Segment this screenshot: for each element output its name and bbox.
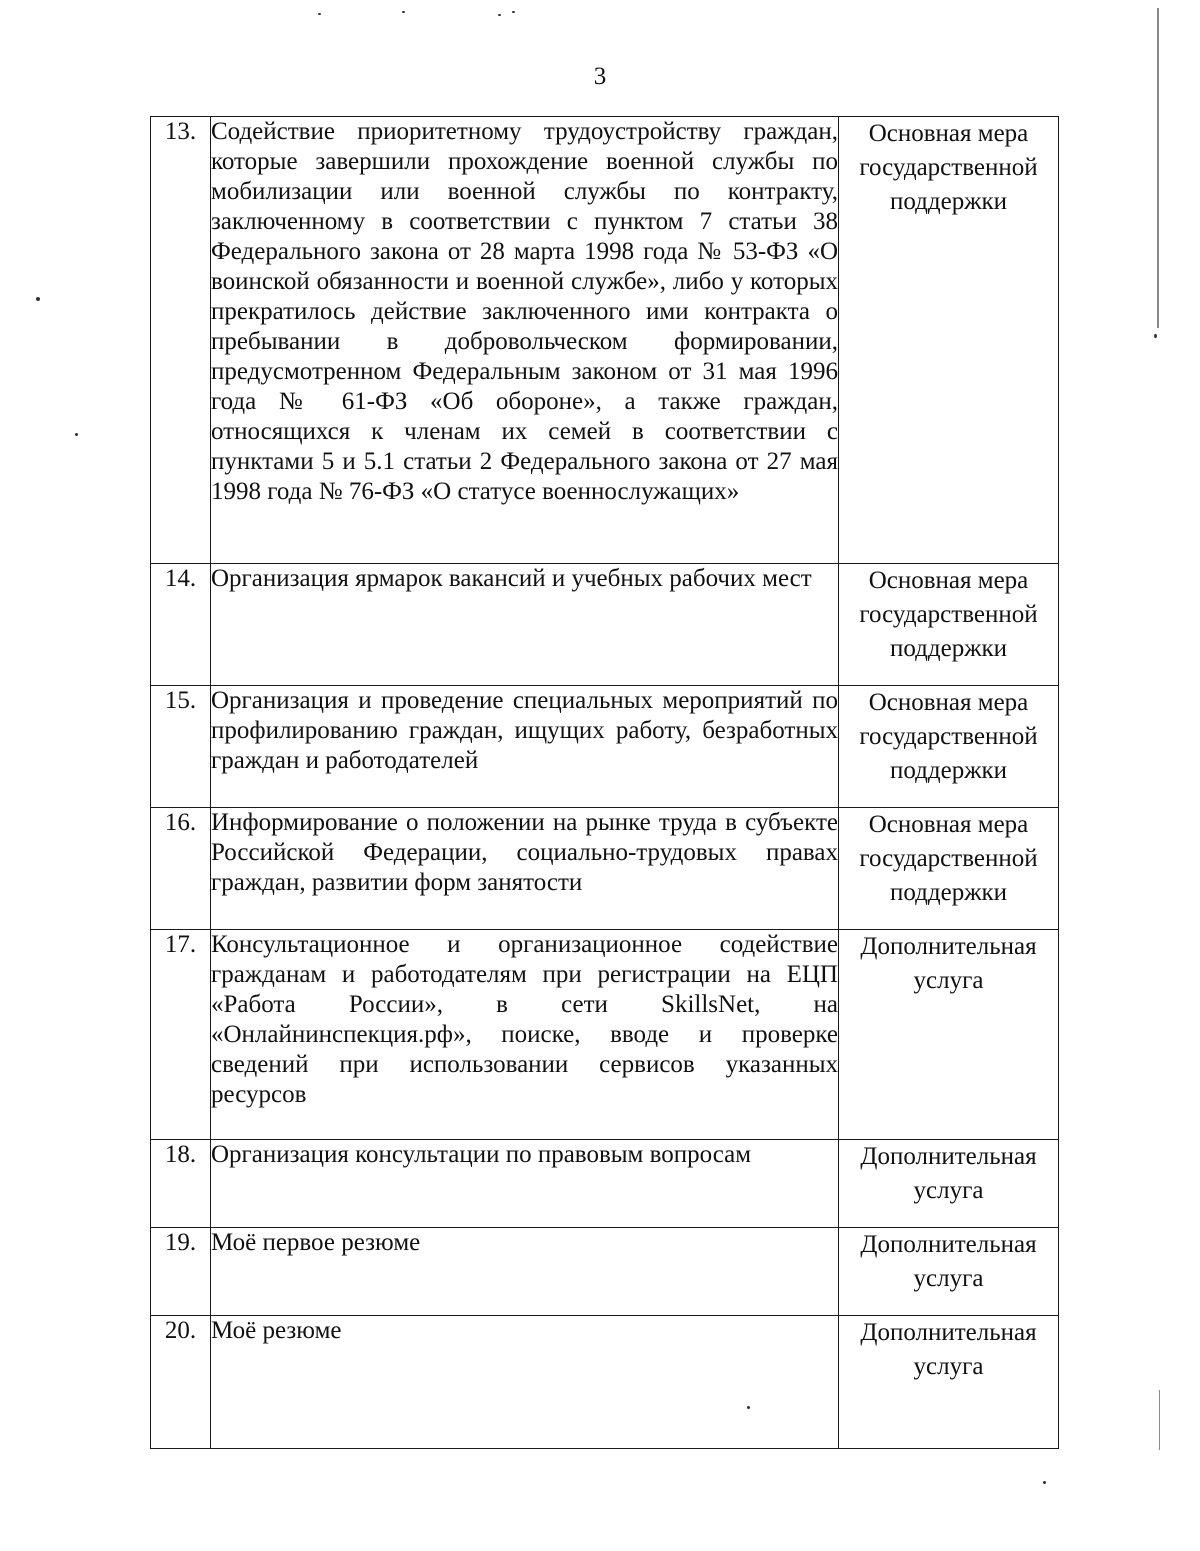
row-number: 16. (151, 808, 211, 930)
measure-name: Организация и проведение специальных мероприятий по профилированию граждан, ищущих работу, безработных граждан и работодателей (211, 686, 839, 808)
measure-type-line: услуга (913, 1353, 984, 1380)
scan-speck (402, 11, 405, 13)
row-number: 13. (151, 117, 211, 564)
table-row (151, 686, 1059, 808)
measure-type (839, 1228, 1059, 1316)
scan-speck (75, 433, 78, 436)
measure-type-line: государственной (859, 601, 1038, 628)
table-row (151, 930, 1059, 1140)
row-number: 15. (151, 686, 211, 808)
row-number: 20. (151, 1316, 211, 1449)
table-row (151, 1228, 1059, 1316)
scan-speck (747, 1406, 750, 1409)
measure-name: Содействие приоритетному трудоустройству граждан, которые завершили прохождение военной службы по мобилизации или военной службы по контракту, заключенному в соответствии с пунктом 7 статьи 38 Федерального закона от 28 марта 1998 года № 53-ФЗ «О воинской обязанности и военной службе», либо у которых прекратилось действие заключенного ими контракта о пребывании в добровольческом формировании, предусмотренном Федеральным законом от 31 мая 1996 года № 61-ФЗ «Об обороне», а также граждан, относящихся к членам их семей в соответствии с пунктами 5 и 5.1 статьи 2 Федерального закона от 27 мая 1998 года № 76-ФЗ «О статусе военнослужащих» (211, 117, 839, 564)
measure-type-line: услуга (913, 1265, 984, 1292)
measure-type-line: услуга (913, 967, 984, 994)
page-number: 3 (593, 63, 607, 90)
measure-type-line: Основная мера (868, 120, 1029, 147)
measure-type (839, 686, 1059, 808)
row-number: 18. (151, 1140, 211, 1228)
measure-type-line: Основная мера (868, 811, 1029, 838)
measure-name: Организация ярмарок вакансий и учебных рабочих мест (211, 564, 839, 686)
measure-name: Моё резюме (211, 1316, 839, 1449)
measure-type-line: государственной (859, 723, 1038, 750)
measure-name: Консультационное и организационное содействие гражданам и работодателям при регистрации на ЕЦП «Работа России», в сети SkillsNet, на «Онлайнинспекция.рф», поиске, вводе и проверке сведений при использовании сервисов указанных ресурсов (211, 930, 839, 1140)
table-row (151, 1316, 1059, 1449)
measure-type (839, 808, 1059, 930)
measure-type-line: Дополнительная (860, 933, 1037, 960)
measure-type-line: Основная мера (868, 689, 1029, 716)
scan-speck (512, 11, 515, 13)
measure-type-line: поддержки (890, 879, 1007, 906)
measure-type (839, 564, 1059, 686)
measure-type-line: государственной (859, 845, 1038, 872)
scan-speck (36, 297, 40, 301)
scan-edge-line (1157, 8, 1159, 328)
measure-type (839, 117, 1059, 564)
scan-speck (318, 13, 321, 15)
measure-type (839, 1140, 1059, 1228)
measure-type-line: Дополнительная (860, 1319, 1037, 1346)
measure-type-line: Дополнительная (860, 1231, 1037, 1258)
measure-type-line: Дополнительная (860, 1143, 1037, 1170)
scan-speck (498, 14, 501, 16)
scan-speck (1154, 334, 1157, 338)
row-number: 19. (151, 1228, 211, 1316)
row-number: 14. (151, 564, 211, 686)
table-row (151, 564, 1059, 686)
table-row (151, 117, 1059, 564)
measure-name: Организация консультации по правовым вопросам (211, 1140, 839, 1228)
measures-table (150, 116, 1059, 1449)
measure-type (839, 1316, 1059, 1449)
scan-edge-line (1159, 1390, 1160, 1450)
measure-type-line: услуга (913, 1177, 984, 1204)
table-row (151, 1140, 1059, 1228)
measure-type-line: Основная мера (868, 567, 1029, 594)
measure-name: Информирование о положении на рынке труда в субъекте Российской Федерации, социально-трудовых правах граждан, развитии форм занятости (211, 808, 839, 930)
scan-speck (1043, 1481, 1046, 1484)
measure-type-line: поддержки (890, 188, 1007, 215)
measure-name: Моё первое резюме (211, 1228, 839, 1316)
measure-type-line: государственной (859, 154, 1038, 181)
table-row (151, 808, 1059, 930)
measure-type-line: поддержки (890, 757, 1007, 784)
measure-type-line: поддержки (890, 635, 1007, 662)
measure-type (839, 930, 1059, 1140)
row-number: 17. (151, 930, 211, 1140)
